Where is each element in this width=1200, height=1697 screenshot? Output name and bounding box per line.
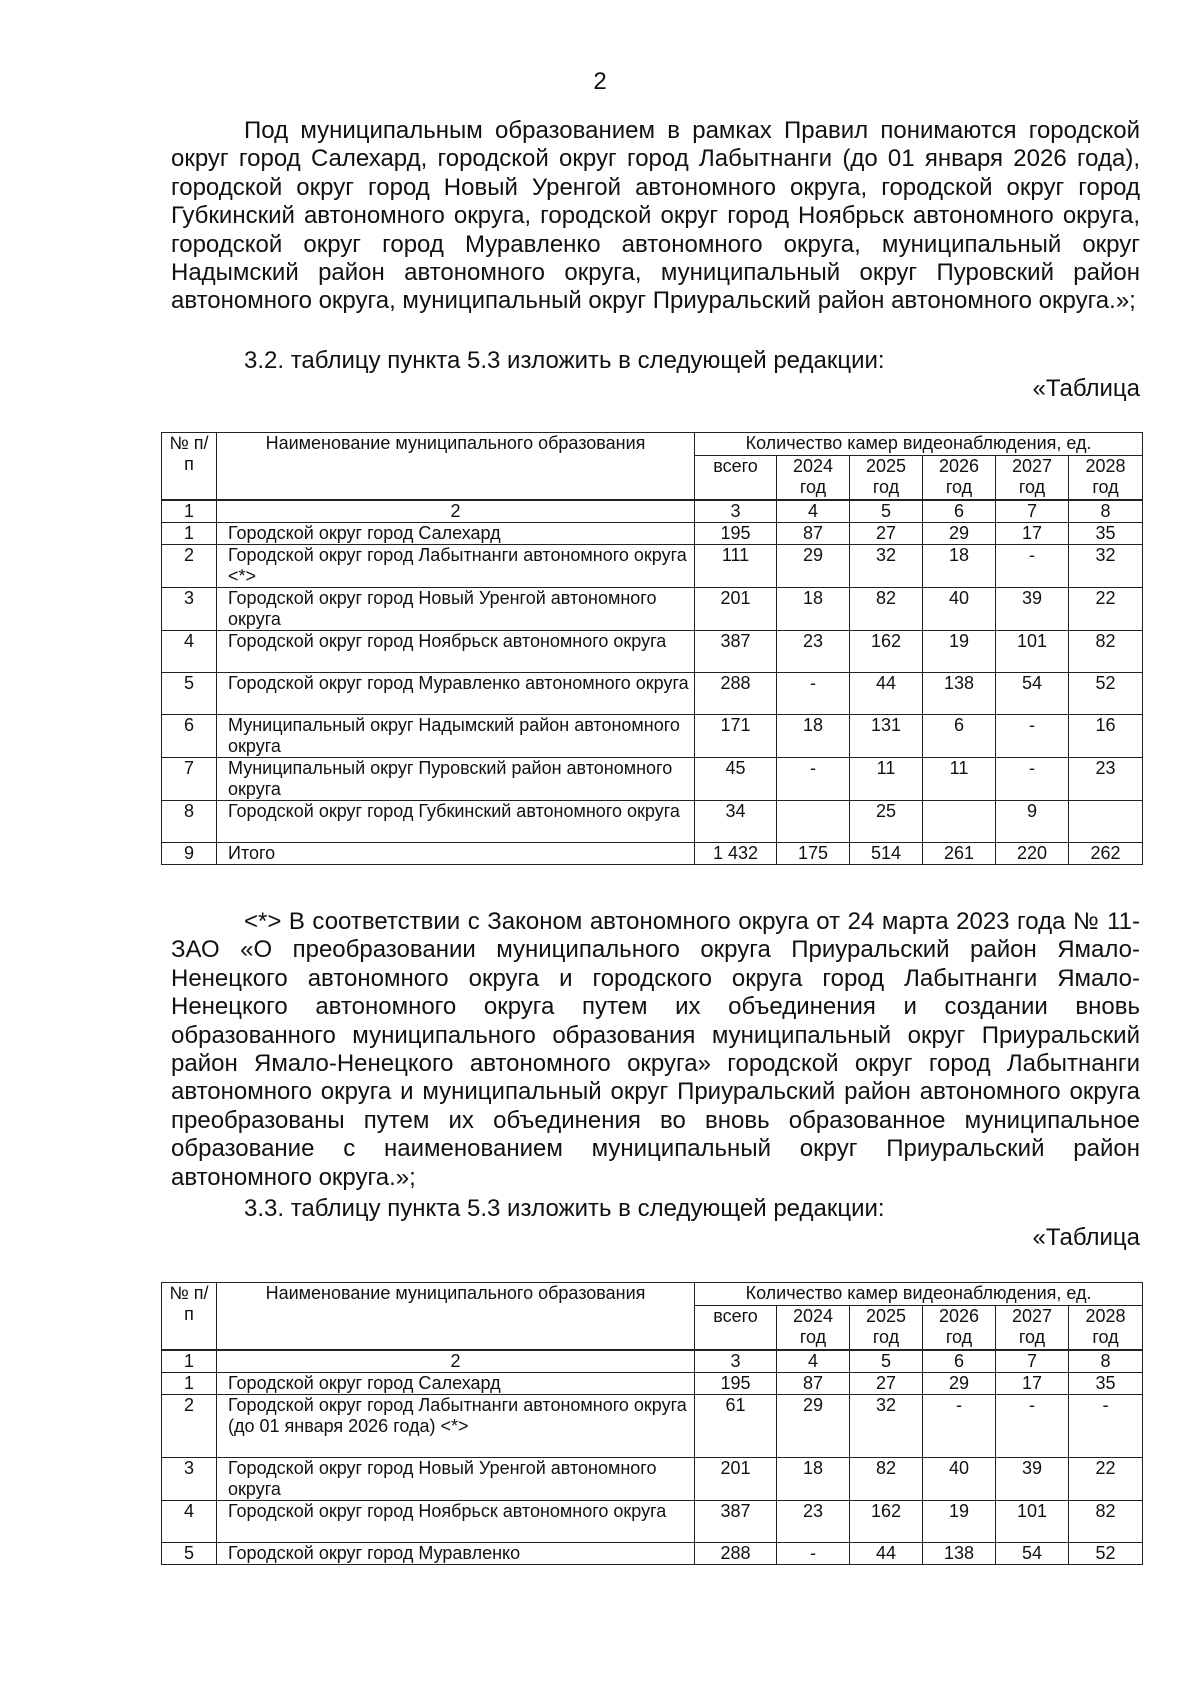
row-number-cell: 1	[162, 522, 217, 544]
numbering-row	[162, 500, 1143, 523]
value-cell: 138	[923, 1542, 996, 1564]
paragraph-municipal-definition	[171, 117, 1140, 316]
municipality-name-cell: Городской округ город Салехард	[217, 522, 695, 544]
value-cell: 44	[850, 1542, 923, 1564]
row-number-cell: 4	[162, 630, 217, 672]
value-cell: 32	[850, 544, 923, 587]
header-name: Наименование муниципального образования	[217, 433, 695, 500]
value-cell: 34	[695, 800, 777, 842]
page-number: 2	[593, 68, 607, 95]
value-cell: 40	[923, 587, 996, 630]
table-row	[162, 587, 1143, 630]
cameras-table-2	[161, 1282, 1143, 1565]
item-3-3: 3.3. таблицу пункта 5.3 изложить в следующей редакции:	[244, 1195, 885, 1222]
header-col: 2026 год	[923, 1306, 996, 1350]
row-number-cell: 7	[162, 757, 217, 800]
value-cell: 131	[850, 714, 923, 757]
value-cell: 87	[777, 522, 850, 544]
numbering-cell: 6	[923, 500, 996, 523]
municipality-name-cell: Городской округ город Муравленко автономного округа	[217, 672, 695, 714]
numbering-cell: 2	[217, 500, 695, 523]
value-cell: 18	[777, 587, 850, 630]
value-cell: -	[996, 1394, 1069, 1457]
value-cell: 23	[777, 1500, 850, 1542]
municipality-name-cell: Городской округ город Салехард	[217, 1372, 695, 1394]
header-col: всего	[695, 456, 777, 500]
value-cell: 29	[777, 1394, 850, 1457]
table-caption-1: «Таблица	[1032, 375, 1140, 402]
municipality-name-cell: Городской округ город Губкинский автономного округа	[217, 800, 695, 842]
value-cell: -	[996, 544, 1069, 587]
value-cell: -	[777, 757, 850, 800]
row-number-cell: 8	[162, 800, 217, 842]
value-cell: 44	[850, 672, 923, 714]
municipality-name-cell: Городской округ город Новый Уренгой автономного округа	[217, 587, 695, 630]
header-col: 2027 год	[996, 1306, 1069, 1350]
value-cell: -	[777, 672, 850, 714]
numbering-cell: 3	[695, 1350, 777, 1373]
row-number-cell: 3	[162, 1457, 217, 1500]
paragraph-text: Под муниципальным образованием в рамках Правил понимаются городской округ город Салехард, городской округ город Лабытнанги (до 01 января 2026 года), городской округ город Новый Уренгой автономного округа, городской округ город Губкинский автономного округа, городской округ город Ноябрьск автономного округа, городской округ город Муравленко автономного округа, муниципальный округ Надымский район автономного округа, муниципальный округ Пуровский район автономного округа, муниципальный округ Приуральский район автономного округа.»;	[171, 117, 1140, 315]
table-row	[162, 544, 1143, 587]
row-number-cell: 2	[162, 1394, 217, 1457]
value-cell: 87	[777, 1372, 850, 1394]
value-cell: 18	[923, 544, 996, 587]
value-cell: 195	[695, 1372, 777, 1394]
numbering-cell: 3	[695, 500, 777, 523]
value-cell: 22	[1069, 1457, 1143, 1500]
header-num: № п/п	[162, 1283, 217, 1350]
header-col: 2025 год	[850, 1306, 923, 1350]
paragraph-text: <*> В соответствии с Законом автономного округа от 24 марта 2023 года № 11-ЗАО «О преобразовании муниципального округа Приуральский район Ямало-Ненецкого автономного округа и городского округа город Лабытнанги Ямало-Ненецкого автономного округа путем их объединения и создании вновь образованного муниципального образования муниципальный округ Приуральский район Ямало-Ненецкого автономного округа» городской округ город Лабытнанги автономного округа и муниципальный округ Приуральский район автономного округа преобразованы путем их объединения во вновь образованное муниципальное образование с наименованием муниципальный округ Приуральский район автономного округа.»;	[171, 908, 1140, 1191]
value-cell: 40	[923, 1457, 996, 1500]
value-cell: 11	[923, 757, 996, 800]
value-cell: -	[996, 714, 1069, 757]
value-cell: 82	[1069, 1500, 1143, 1542]
table-row	[162, 842, 1143, 864]
value-cell: 52	[1069, 672, 1143, 714]
value-cell: 27	[850, 1372, 923, 1394]
header-col: всего	[695, 1306, 777, 1350]
value-cell: 32	[1069, 544, 1143, 587]
table-row	[162, 672, 1143, 714]
value-cell: -	[996, 757, 1069, 800]
header-group: Количество камер видеонаблюдения, ед.	[695, 1283, 1143, 1306]
value-cell: 29	[923, 1372, 996, 1394]
numbering-cell: 2	[217, 1350, 695, 1373]
table-row	[162, 1500, 1143, 1542]
value-cell: 261	[923, 842, 996, 864]
header-col: 2027 год	[996, 456, 1069, 500]
value-cell: 175	[777, 842, 850, 864]
value-cell: 22	[1069, 587, 1143, 630]
header-col: 2024 год	[777, 456, 850, 500]
table-row	[162, 522, 1143, 544]
table-row	[162, 1394, 1143, 1457]
row-number-cell: 6	[162, 714, 217, 757]
table-row	[162, 800, 1143, 842]
value-cell: 82	[850, 587, 923, 630]
row-number-cell: 3	[162, 587, 217, 630]
numbering-cell: 7	[996, 1350, 1069, 1373]
value-cell: 138	[923, 672, 996, 714]
value-cell: 19	[923, 630, 996, 672]
value-cell: 18	[777, 1457, 850, 1500]
cameras-table-1	[161, 432, 1143, 865]
value-cell: 162	[850, 630, 923, 672]
value-cell: 82	[850, 1457, 923, 1500]
numbering-cell: 7	[996, 500, 1069, 523]
value-cell: 262	[1069, 842, 1143, 864]
header-col: 2025 год	[850, 456, 923, 500]
value-cell: 29	[923, 522, 996, 544]
value-cell: 23	[777, 630, 850, 672]
value-cell	[1069, 800, 1143, 842]
numbering-cell: 8	[1069, 500, 1143, 523]
value-cell: 54	[996, 672, 1069, 714]
header-col: 2028 год	[1069, 1306, 1143, 1350]
value-cell: 52	[1069, 1542, 1143, 1564]
value-cell: 29	[777, 544, 850, 587]
value-cell: 25	[850, 800, 923, 842]
row-number-cell: 9	[162, 842, 217, 864]
header-col: 2028 год	[1069, 456, 1143, 500]
value-cell: 32	[850, 1394, 923, 1457]
value-cell: 220	[996, 842, 1069, 864]
row-number-cell: 2	[162, 544, 217, 587]
municipality-name-cell: Городской округ город Лабытнанги автономного округа (до 01 января 2026 года) <*>	[217, 1394, 695, 1457]
numbering-cell: 1	[162, 1350, 217, 1373]
numbering-cell: 6	[923, 1350, 996, 1373]
value-cell: 1 432	[695, 842, 777, 864]
table-row	[162, 630, 1143, 672]
value-cell: 6	[923, 714, 996, 757]
value-cell: 82	[1069, 630, 1143, 672]
municipality-name-cell: Итого	[217, 842, 695, 864]
header-col: 2024 год	[777, 1306, 850, 1350]
value-cell: 171	[695, 714, 777, 757]
value-cell: 16	[1069, 714, 1143, 757]
value-cell: -	[1069, 1394, 1143, 1457]
table-row	[162, 714, 1143, 757]
value-cell: 54	[996, 1542, 1069, 1564]
value-cell: 9	[996, 800, 1069, 842]
row-number-cell: 5	[162, 672, 217, 714]
municipality-name-cell: Городской округ город Ноябрьск автономного округа	[217, 630, 695, 672]
value-cell	[777, 800, 850, 842]
value-cell: 39	[996, 587, 1069, 630]
table-row	[162, 1372, 1143, 1394]
numbering-cell: 5	[850, 1350, 923, 1373]
header-col: 2026 год	[923, 456, 996, 500]
value-cell: 45	[695, 757, 777, 800]
municipality-name-cell: Городской округ город Лабытнанги автономного округа <*>	[217, 544, 695, 587]
value-cell: 387	[695, 630, 777, 672]
value-cell	[923, 800, 996, 842]
numbering-cell: 4	[777, 1350, 850, 1373]
value-cell: 201	[695, 587, 777, 630]
value-cell: 11	[850, 757, 923, 800]
value-cell: 27	[850, 522, 923, 544]
value-cell: 35	[1069, 522, 1143, 544]
value-cell: 162	[850, 1500, 923, 1542]
value-cell: -	[777, 1542, 850, 1564]
header-group: Количество камер видеонаблюдения, ед.	[695, 433, 1143, 456]
value-cell: 288	[695, 1542, 777, 1564]
municipality-name-cell: Муниципальный округ Пуровский район автономного округа	[217, 757, 695, 800]
value-cell: 201	[695, 1457, 777, 1500]
value-cell: 288	[695, 672, 777, 714]
value-cell: 17	[996, 522, 1069, 544]
municipality-name-cell: Городской округ город Новый Уренгой автономного округа	[217, 1457, 695, 1500]
value-cell: 101	[996, 630, 1069, 672]
table-caption-2: «Таблица	[1032, 1224, 1140, 1251]
value-cell: 23	[1069, 757, 1143, 800]
value-cell: 61	[695, 1394, 777, 1457]
table-row	[162, 1457, 1143, 1500]
numbering-cell: 1	[162, 500, 217, 523]
item-3-2: 3.2. таблицу пункта 5.3 изложить в следующей редакции:	[244, 347, 885, 374]
municipality-name-cell: Городской округ город Ноябрьск автономного округа	[217, 1500, 695, 1542]
paragraph-footnote	[171, 908, 1140, 1192]
numbering-row	[162, 1350, 1143, 1373]
value-cell: 18	[777, 714, 850, 757]
value-cell: 111	[695, 544, 777, 587]
value-cell: 35	[1069, 1372, 1143, 1394]
row-number-cell: 1	[162, 1372, 217, 1394]
municipality-name-cell: Муниципальный округ Надымский район автономного округа	[217, 714, 695, 757]
value-cell: 17	[996, 1372, 1069, 1394]
numbering-cell: 4	[777, 500, 850, 523]
row-number-cell: 5	[162, 1542, 217, 1564]
table-row	[162, 757, 1143, 800]
numbering-cell: 8	[1069, 1350, 1143, 1373]
table-row	[162, 1542, 1143, 1564]
header-name: Наименование муниципального образования	[217, 1283, 695, 1350]
numbering-cell: 5	[850, 500, 923, 523]
value-cell: 514	[850, 842, 923, 864]
value-cell: 387	[695, 1500, 777, 1542]
value-cell: 19	[923, 1500, 996, 1542]
value-cell: 39	[996, 1457, 1069, 1500]
value-cell: 195	[695, 522, 777, 544]
municipality-name-cell: Городской округ город Муравленко	[217, 1542, 695, 1564]
value-cell: 101	[996, 1500, 1069, 1542]
row-number-cell: 4	[162, 1500, 217, 1542]
value-cell: -	[923, 1394, 996, 1457]
header-num: № п/п	[162, 433, 217, 500]
